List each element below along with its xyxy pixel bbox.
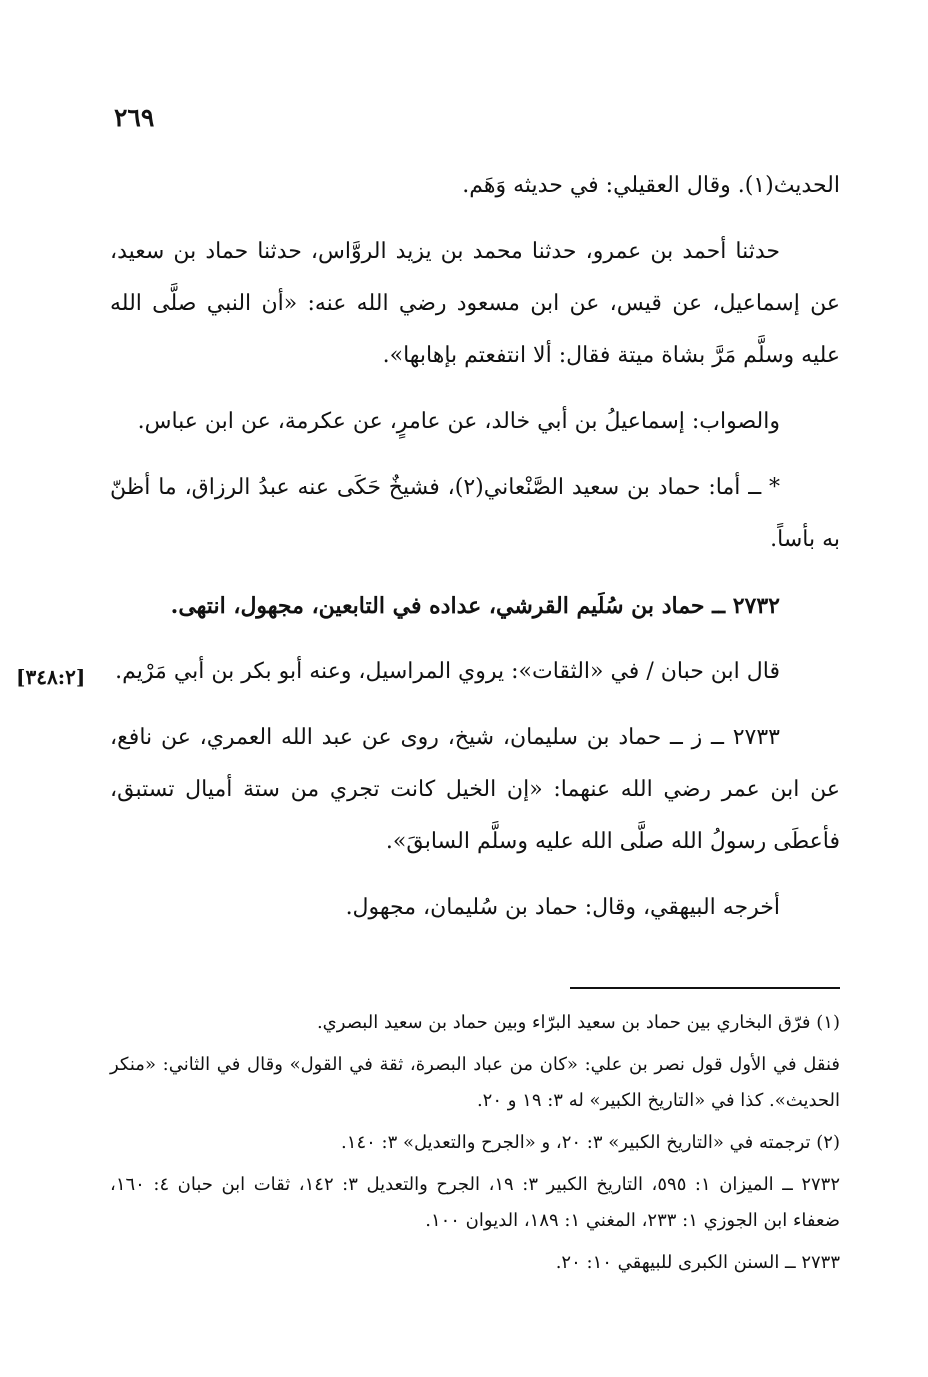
footnote-source-2733: ٢٧٣٣ ــ السنن الكبرى للبيهقي ١٠: ٢٠. [555, 1252, 840, 1273]
paragraph-hammad-sanani: * ــ أما: حماد بن سعيد الصَّنْعاني(٢)، فشيخٌ حَكَى عنه عبدُ الرزاق، ما أظنّ به بأساً. [110, 475, 840, 552]
paragraph-hadith-end: الحديث(١). وقال العقيلي: في حديثه وَهَم. [462, 173, 840, 198]
page-number: ٢٦٩ [114, 103, 155, 132]
footnote-1-continued: فنقل في الأول قول نصر بن علي: «كان من عباد البصرة، ثقة في القول» وقال في الثاني: «منكر الحديث». كذا في «التاريخ الكبير» له ٣: ١٩ و ٢٠. [110, 1054, 840, 1111]
paragraph-isnad: حدثنا أحمد بن عمرو، حدثنا محمد بن يزيد الروَّاس، حدثنا حماد بن سعيد، عن إسماعيل، عن قيس، عن ابن مسعود رضي الله عنه: «أن النبي صلَّى الله عليه وسلَّم مَرَّ بشاة ميتة فقال: ألا انتفعتم بإهابها». [110, 239, 840, 368]
footnote-2: (٢) ترجمته في «التاريخ الكبير» ٣: ٢٠، و «الجرح والتعديل» ٣: ١٤٠. [341, 1132, 840, 1153]
paragraph-ibn-hibban: قال ابن حبان / في «الثقات»: يروي المراسيل، وعنه أبو بكر بن أبي مَرْيم. [115, 659, 780, 684]
entry-2732: ٢٧٣٢ ــ حماد بن سُلَيم القرشي، عداده في التابعين، مجهول، انتهى. [170, 593, 780, 619]
main-text [110, 160, 840, 948]
paragraph-bayhaqi: أخرجه البيهقي، وقال: حماد بن سُليمان، مجهول. [345, 895, 780, 920]
footnote-source-2732: ٢٧٣٢ ــ الميزان ١: ٥٩٥، التاريخ الكبير ٣: ١٩، الجرح والتعديل ٣: ١٤٢، ثقات ابن حبان ٤: ١٦٠، ضعفاء ابن الجوزي ١: ٢٣٣، المغني ١: ١٨٩، الديوان ١٠٠. [110, 1174, 840, 1231]
footnotes [110, 1005, 840, 1287]
footnote-1: (١) فرّق البخاري بين حماد بن سعيد البرّاء وبين حماد بن سعيد البصري. [316, 1012, 840, 1033]
entry-2733: ٢٧٣٣ ــ ز ــ حماد بن سليمان، شيخ، روى عن عبد الله العمري، عن نافع، عن ابن عمر رضي الله عنهما: «إن الخيل كانت تجري من ستة أميال تستبق، فأعطَى رسولُ الله صلَّى الله عليه وسلَّم السابقَ». [110, 725, 840, 854]
paragraph-correction: والصواب: إسماعيلُ بن أبي خالد، عن عامرٍ، عن عكرمة، عن ابن عباس. [137, 409, 780, 434]
footnote-divider [570, 987, 840, 989]
margin-reference: [٣٤٨:٢] [16, 665, 86, 689]
